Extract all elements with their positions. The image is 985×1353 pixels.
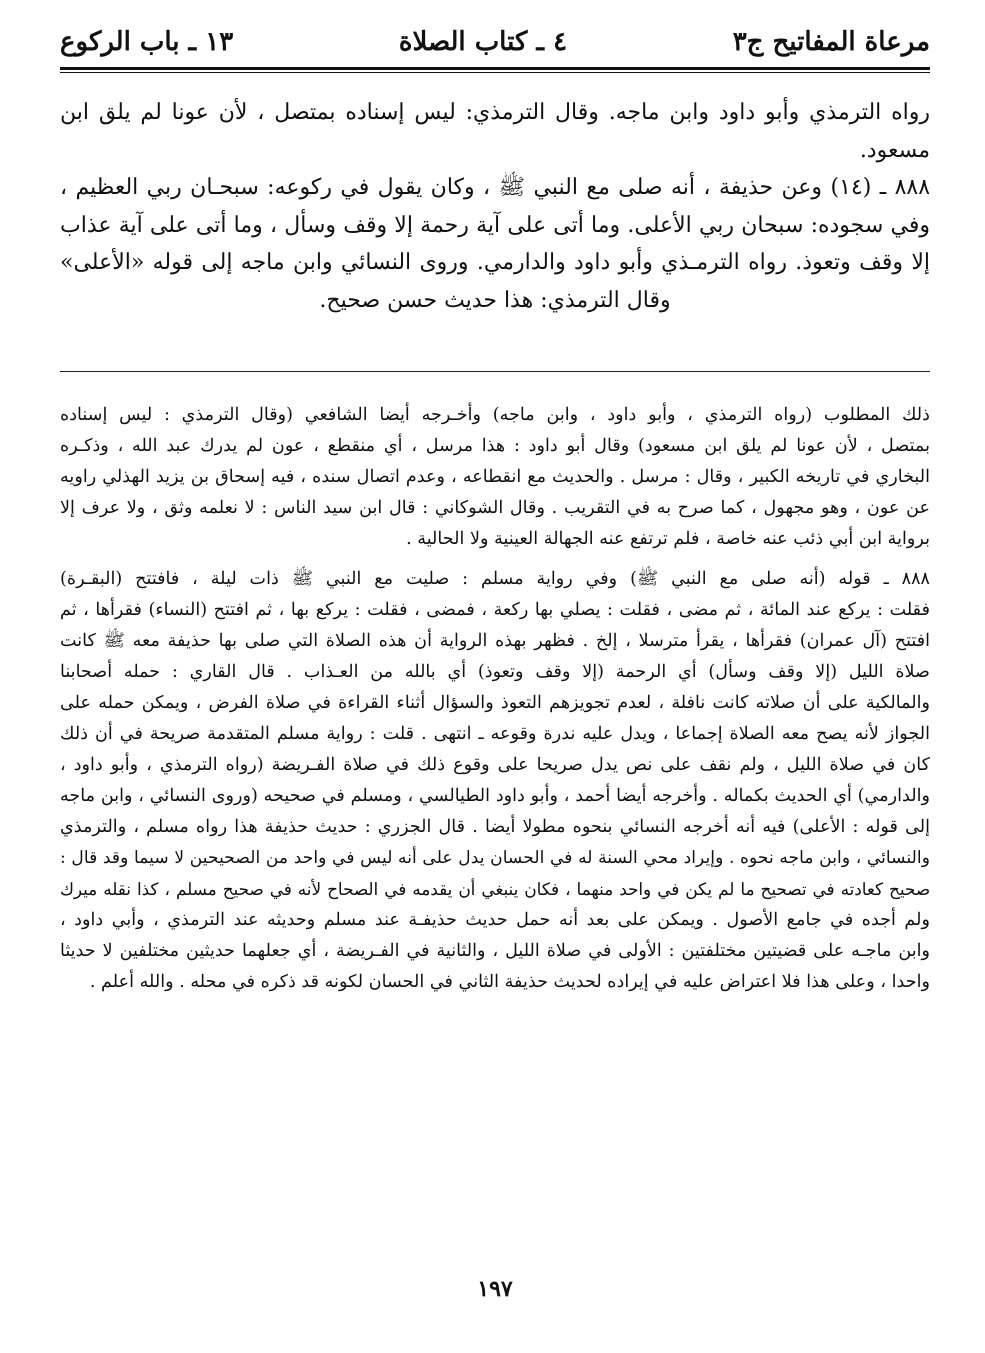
commentary-line: افتتح (آل عمران) فقرأها ، يقرأ مترسلا ، إلخ . فظهر بهذه الرواية أن هذه الصلاة التي صلى بها حذيفة معه ﷺ كانت bbox=[60, 631, 930, 651]
paragraph-gap bbox=[60, 555, 930, 564]
commentary-line: الجواز لأنه يصح معه الصلاة إجماعا ، ويدل عليه ندرة وقوعه ـ انتهى . قلت : رواية مسلم المتقدمة صريحة في أن ذلك bbox=[60, 724, 930, 744]
commentary bbox=[60, 400, 930, 998]
commentary-line: واحدا ، وعلى هذا فلا اعتراض عليه في إيراده لحديث حذيفة الثاني في الحسان لكونه قد ذكره في محله . والله أعلم . bbox=[89, 972, 930, 992]
commentary-line: وابن ماجـه على قضيتين مختلفتين : الأولى في صلاة الليل ، والثانية في الفـريضة ، أي جعلهما حديثين مختلفين لا حديثا bbox=[60, 941, 930, 961]
footnote-separator bbox=[60, 371, 930, 372]
commentary-line: إلى قوله : الأعلى) فيه أنه أخرجه النسائي بنحوه مطولا أيضا . قال الجزري : حديث حذيفة هذا رواه مسلم ، والترمذي bbox=[60, 817, 930, 837]
section-title: ١٣ ـ باب الركوع bbox=[60, 27, 234, 57]
book-title: مرعاة المفاتيح ج٣ bbox=[732, 27, 930, 57]
commentary-line: صلاة الليل (إلا وقف وسأل) أي الرحمة (إلا وقف وتعوذ) أي بالله من العـذاب . قال القاري : حمله أصحابنا bbox=[60, 662, 930, 682]
commentary-line: ٨٨٨ ـ قوله (أنه صلى مع النبي ﷺ) وفي رواية مسلم : صليت مع النبي ﷺ ذات ليلة ، فافتتح (البقـرة) bbox=[60, 569, 930, 589]
running-header bbox=[60, 18, 930, 66]
book-page bbox=[60, 0, 930, 1353]
commentary-line: والنسائي ، وابن ماجه نحوه . وإيراد محي السنة له في الحسان يدل على أنه ليس في واحد من الصحيحين لا سيما وقد قال : bbox=[60, 848, 930, 868]
main-line: وفي سجوده: سبحان ربي الأعلى. وما أتى على آية رحمة إلا وقف وسأل ، وما أتى على آية عذاب bbox=[60, 212, 930, 238]
chapter-title: ٤ ـ كتاب الصلاة bbox=[398, 27, 568, 57]
main-line: رواه الترمذي وأبو داود وابن ماجه. وقال الترمذي: ليس إسناده بمتصل ، لأن عونا لم يلق ابن مسعود. bbox=[60, 100, 930, 163]
commentary-line: فقلت : يركع عند المائة ، ثم مضى ، فقلت : يصلي بها ركعة ، فمضى ، فقلت : يركع بها ، ثم افتتح (النساء) فقرأها ، ثم bbox=[60, 600, 930, 620]
commentary-line: ذلك المطلوب (رواه الترمذي ، وأبو داود ، وابن ماجه) وأخـرجه أيضا الشافعي (وقال الترمذي : ليس إسناده bbox=[60, 405, 930, 425]
commentary-line: ولم أجده في جامع الأصول . ويمكن على بعد أنه حمل حديث حذيفـة عند مسلم وحديثه عند الترمذي ، وأبي داود ، bbox=[60, 910, 930, 930]
commentary-line: بمتصل ، لأن عونا لم يلق ابن مسعود) وقال أبو داود : هذا مرسل ، أي منقطع ، عون لم يدرك عبد الله ، وذكـره bbox=[60, 436, 930, 456]
main-line: إلا وقف وتعوذ. رواه الترمـذي وأبو داود والدارمي. وروى النسائي وابن ماجه إلى قوله «الأعلى» bbox=[60, 250, 930, 275]
commentary-line: عن عون ، وهو مجهول ، كما صرح به في التقريب . وقال الشوكاني : قال ابن سيد الناس : لا نعلمه وثق ، ولا عرف إلا bbox=[60, 498, 930, 518]
commentary-line: البخاري في تاريخه الكبير ، وقال : مرسل . والحديث مع انقطاعه ، وعدم اتصال سنده ، فيه إسحاق بن يزيد الهذلي راويه bbox=[60, 467, 930, 487]
commentary-line: صحيح كعادته في تصحيح ما لم يكن في واحد منهما ، فكان ينبغي أن يقدمه في الصحاح لأنه في صحيح مسلم ، كذا نقله ميرك bbox=[60, 879, 930, 899]
header-rule bbox=[60, 67, 930, 73]
commentary-line: والمالكية على أن صلاته كانت نافلة ، لعدم تجويزهم التعوذ والسؤال أثناء القراءة في صلاة الفرض ، ويمكن حمله على bbox=[60, 693, 930, 713]
page-number: ١٩٧ bbox=[477, 1276, 513, 1302]
main-text bbox=[60, 94, 930, 319]
main-line-last: وقال الترمذي: هذا حديث حسن صحيح. bbox=[319, 287, 671, 313]
hadith-888-line: ٨٨٨ ـ (١٤) وعن حذيفة ، أنه صلى مع النبي ﷺ ، وكان يقول في ركوعه: سبحـان ربي العظيم ، bbox=[60, 175, 931, 200]
commentary-line: برواية ابن أبي ذئب عنه خاصة ، فلم ترتفع عنه الجهالة العينية ولا الحالية . bbox=[406, 529, 930, 549]
commentary-line: والدارمي) أي الحديث بكماله . وأخرجه أيضا أحمد ، وأبو داود الطيالسي ، ومسلم في صحيحه (وروى النسائي ، وابن ماجه bbox=[60, 786, 930, 806]
commentary-line: كان في صلاة الليل ، ولم نقف على نص يدل صريحا على وقوع ذلك في صلاة الفـريضة (رواه الترمذي ، وأبو داود ، bbox=[60, 755, 930, 775]
